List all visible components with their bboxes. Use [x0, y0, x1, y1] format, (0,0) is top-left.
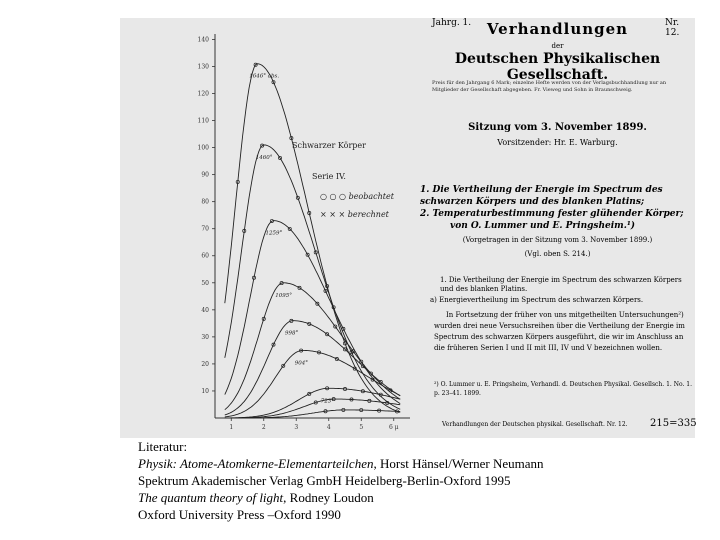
journal-smallprint: Preis für den Jahrgang 6 Mark; einzelne Hefte werden von der Verlagsbuchhandlung nur an Mitglieder der Gesellschaft abgegeben. Fr. Vieweg und Sohn in Braunschweig.: [432, 80, 667, 93]
series-label-3: 1095°: [275, 292, 292, 299]
y-tick-label-11: 120: [197, 90, 209, 98]
curve-1: [225, 145, 400, 409]
ref2-publisher: Oxford University Press –Oxford 1990: [138, 507, 341, 522]
body-paragraph: In Fortsetzung der früher von uns mitgetheilten Untersuchungen²) wurden drei neue Versuchsreihen über die Vertheilung der Energie im Spectrum des schwarzen Körpers ausgeführt, die wir im Anschluss an die früheren Serien I und II mit III, IV und V bezeichnen wollen.: [434, 311, 685, 352]
ref2-authors: , Rodney Loudon: [283, 490, 374, 505]
y-tick-label-12: 130: [197, 63, 209, 71]
legend-subtitle: Serie IV.: [312, 172, 346, 181]
literature-list: [138, 438, 544, 523]
paper-title-2: 2. Temperaturbestimmung fester glühender Körper;: [420, 209, 684, 219]
presented-note: (Vorgetragen in der Sitzung vom 3. November 1899.): [462, 236, 653, 244]
reference-note: (Vgl. oben S. 214.): [524, 250, 591, 258]
page-number: 215=335: [650, 418, 697, 429]
literature-ref-2: [138, 489, 544, 506]
x-tick-label-5: 6 μ: [388, 424, 399, 431]
y-tick-label-6: 70: [201, 225, 209, 233]
section-heading-a: a) Energievertheilung im Spectrum des schwarzen Körpers.: [430, 296, 644, 304]
y-tick-label-8: 90: [201, 171, 209, 179]
x-tick-label-1: 2: [261, 424, 266, 431]
literature-heading: Literatur:: [138, 439, 188, 454]
page-footer: Verhandlungen der Deutschen physikal. Gesellschaft. Nr. 12.: [442, 421, 628, 428]
series-label-1: 1460°: [255, 154, 273, 161]
ref1-authors: , Horst Hänsel/Werner Neumann: [373, 456, 544, 471]
journal-der: der: [551, 42, 564, 50]
journal-title: Verhandlungen: [486, 20, 629, 38]
section-heading-1: 1. Die Vertheilung der Energie im Spectrum des schwarzen Körpers und des blanken Platins.: [440, 276, 682, 293]
x-tick-label-4: 5: [359, 424, 364, 431]
y-tick-label-2: 30: [201, 333, 209, 341]
legend-title: Schwarzer Körper: [292, 141, 366, 150]
series-label-2: 1259°: [265, 230, 283, 237]
footnote: ²) O. Lummer u. E. Pringsheim, Verhandl. d. Deutschen Physikal. Gesellsch. 1. No. 1. p. 23–41. 1899.: [434, 381, 692, 397]
series-label-4: 998°: [285, 330, 299, 337]
journal-number: Nr. 12.: [665, 18, 680, 38]
legend-calculated: × × × berechnet: [320, 210, 389, 219]
scanned-page: [120, 18, 695, 438]
literature-ref-1: [138, 455, 544, 472]
x-tick-label-2: 3: [294, 424, 299, 431]
ref1-publisher: Spektrum Akademischer Verlag GmbH Heidelberg-Berlin-Oxford 1995: [138, 473, 511, 488]
curve-4: [225, 321, 400, 415]
series-label-0: 1646° abs.: [249, 73, 280, 80]
curve-3: [225, 283, 400, 410]
y-tick-label-3: 40: [201, 306, 209, 314]
series-label-5: 904°: [294, 360, 308, 367]
x-tick-label-0: 1: [229, 424, 234, 431]
ref1-title: Physik: Atome-Atomkerne-Elementarteilchen: [138, 456, 374, 471]
black-body-spectrum-chart: [120, 18, 420, 438]
y-tick-label-1: 20: [201, 360, 209, 368]
y-tick-label-0: 10: [201, 387, 209, 395]
series-label-6: 723°: [320, 398, 334, 405]
journal-page: [420, 18, 695, 438]
x-tick-label-3: 4: [326, 424, 331, 431]
paper-authors: von O. Lummer und E. Pringsheim.¹): [450, 221, 636, 231]
session-heading: Sitzung vom 3. November 1899.: [468, 122, 647, 133]
legend-observed: ○ ○ ○ beobachtet: [320, 192, 394, 201]
y-tick-label-5: 60: [201, 252, 209, 260]
paper-titles: [420, 184, 695, 232]
y-tick-label-13: 140: [197, 36, 209, 44]
paper-title-1: 1. Die Vertheilung der Energie im Spectrum des schwarzen Körpers und des blanken Platins;: [420, 185, 663, 207]
journal-society: Deutschen Physikalischen Gesellschaft.: [454, 51, 661, 83]
journal-volume: Jahrg. 1.: [432, 18, 472, 28]
y-tick-label-10: 110: [197, 117, 209, 125]
y-tick-label-9: 100: [197, 144, 209, 152]
curve-7: [225, 399, 400, 418]
session-chair: Vorsitzender: Hr. E. Warburg.: [497, 138, 618, 147]
y-tick-label-7: 80: [201, 198, 209, 206]
y-tick-label-4: 50: [201, 279, 209, 287]
ref2-title: The quantum theory of light: [138, 490, 284, 505]
